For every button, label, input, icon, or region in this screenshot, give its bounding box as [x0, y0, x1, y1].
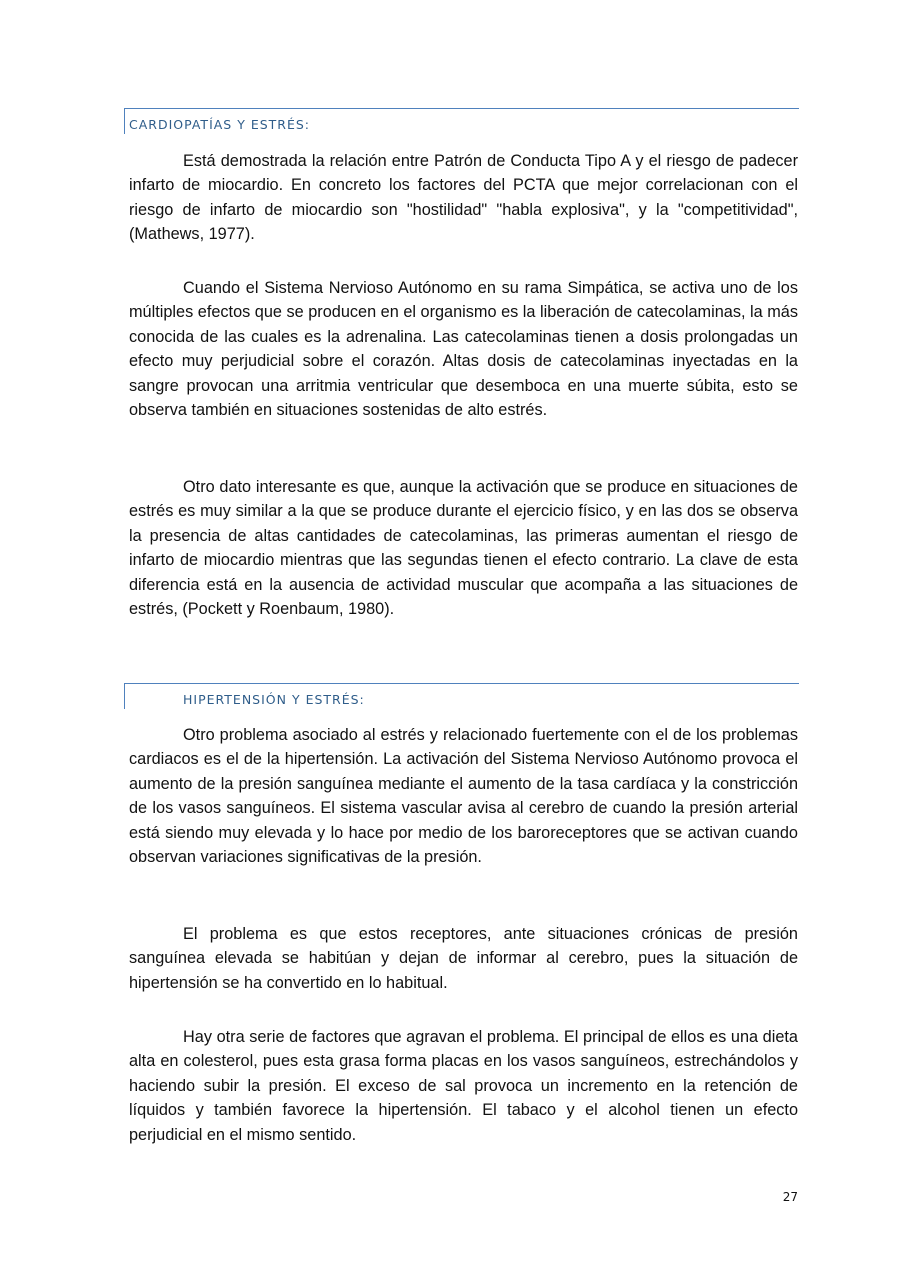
section-heading-cardiopatias — [124, 108, 799, 134]
paragraph: Hay otra serie de factores que agravan el problema. El principal de ellos es una dieta alta en colesterol, pues esta grasa forma placas en los vasos sanguíneos, estrechándolos y haciendo subir la presión. El exceso de sal provoca un incremento en la retención de líquidos y también favorece la hipertensión. El tabaco y el alcohol tienen un efecto perjudicial en el mismo sentido. — [129, 1028, 798, 1144]
heading-text: HIPERTENSIÓN Y ESTRÉS: — [183, 692, 365, 707]
heading-text: CARDIOPATÍAS Y ESTRÉS: — [129, 117, 311, 132]
heading-box — [124, 108, 799, 134]
paragraph: El problema es que estos receptores, ante situaciones crónicas de presión sanguínea elevada se habitúan y dejan de informar al cerebro, pues la situación de hipertensión se ha convertido en lo habitual. — [129, 925, 798, 992]
heading-box — [124, 683, 799, 709]
section-heading-hipertension — [124, 683, 799, 709]
paragraph: Cuando el Sistema Nervioso Autónomo en su rama Simpática, se activa uno de los múltiples efectos que se producen en el organismo es la liberación de catecolaminas, la más conocida de las cuales es la adrenalina. Las catecolaminas tienen a dosis prolongadas un efecto muy perjudicial sobre el corazón. Altas dosis de catecolaminas inyectadas en la sangre provocan una arritmia ventricular que desemboca en una muerte súbita, esto se observa también en situaciones sostenidas de alto estrés. — [129, 279, 798, 420]
paragraph: Otro problema asociado al estrés y relacionado fuertemente con el de los problemas cardiacos es el de la hipertensión. La activación del Sistema Nervioso Autónomo provoca el aumento de la presión sanguínea mediante el aumento de la tasa cardíaca y la constricción de los vasos sanguíneos. El sistema vascular avisa al cerebro de cuando la presión arterial está siendo muy elevada y lo hace por medio de los baroreceptores que se activan cuando observan variaciones significativas de la presión. — [129, 726, 798, 867]
paragraph: Está demostrada la relación entre Patrón de Conducta Tipo A y el riesgo de padecer infarto de miocardio. En concreto los factores del PCTA que mejor correlacionan con el riesgo de infarto de miocardio son "hostilidad" "habla explosiva", y la "competitividad", (Mathews, 1977). — [129, 152, 798, 244]
paragraph: Otro dato interesante es que, aunque la activación que se produce en situaciones de estrés es muy similar a la que se produce durante el ejercicio físico, y en las dos se observa la presencia de altas cantidades de catecolaminas, las primeras aumentan el riesgo de infarto de miocardio mientras que las segundas tienen el efecto contrario. La clave de esta diferencia está en la ausencia de actividad muscular que acompaña a las situaciones de estrés, (Pockett y Roenbaum, 1980). — [129, 478, 798, 619]
page-number: 27 — [782, 1190, 798, 1204]
